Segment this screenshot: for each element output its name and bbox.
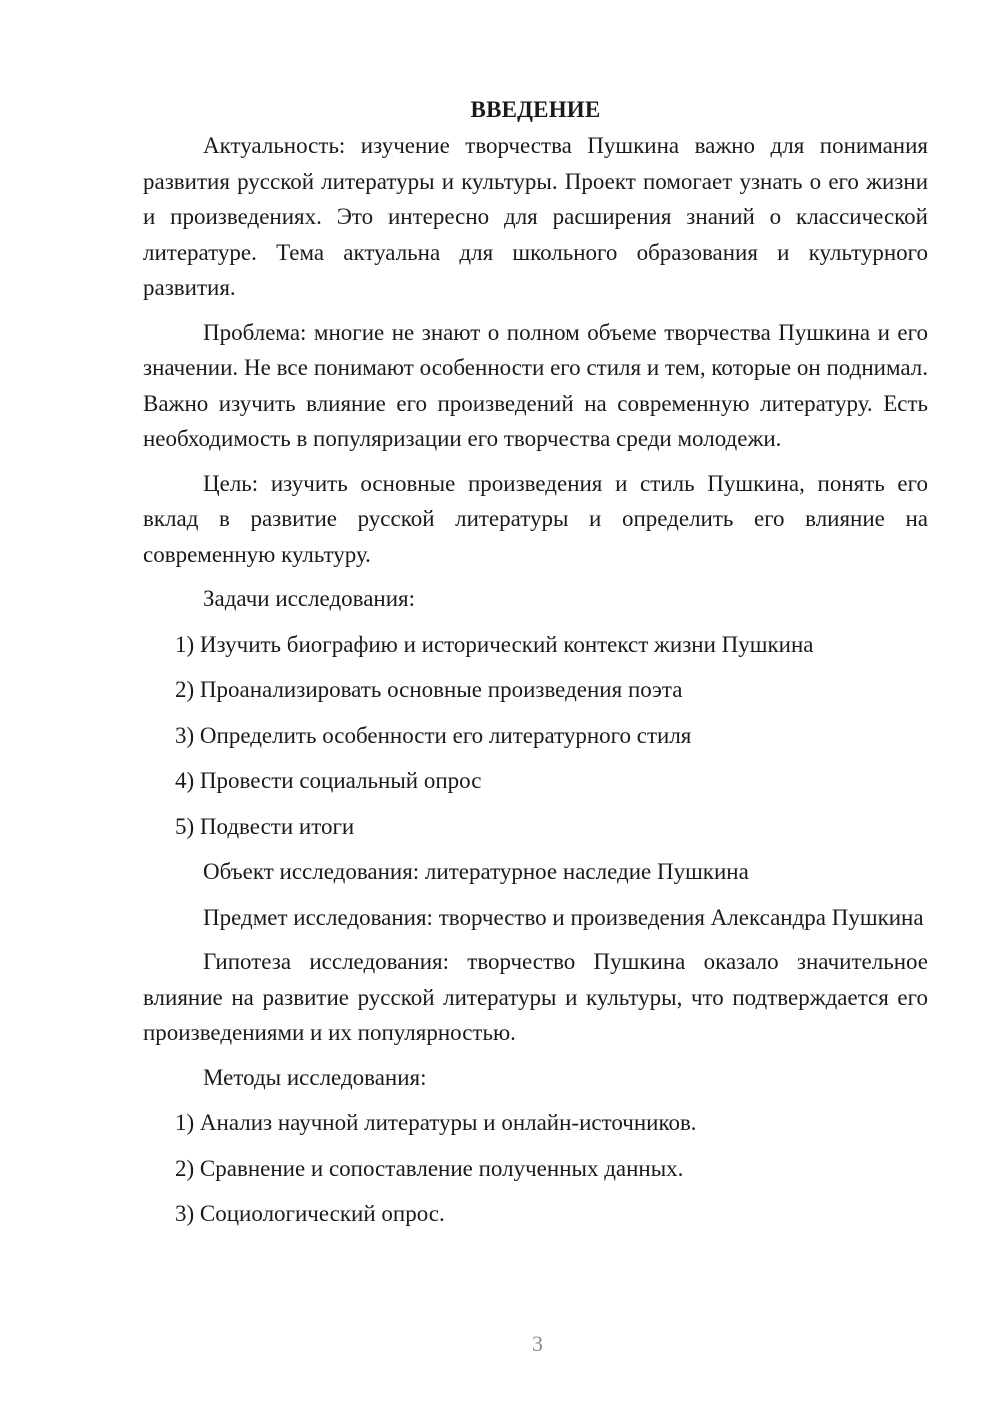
subject-paragraph: Предмет исследования: творчество и произведения Александра Пушкина [203, 904, 924, 930]
tasks-list [143, 627, 928, 845]
page-number: 3 [532, 1331, 543, 1356]
tasks-title: Задачи исследования: [203, 586, 416, 611]
method-item: 1) Анализ научной литературы и онлайн-источников. [175, 1110, 697, 1135]
methods-list [143, 1105, 928, 1232]
task-item: 3) Определить особенности его литературного стиля [175, 722, 692, 748]
page-content [143, 92, 928, 1242]
task-item: 1) Изучить биографию и исторический контекст жизни Пушкина [175, 631, 814, 657]
hypothesis-paragraph: Гипотеза исследования: творчество Пушкина оказало значительное влияние на развитие русской литературы и культуры, что подтверждается его произведениями и их популярностью. [143, 949, 928, 1045]
method-item: 2) Сравнение и сопоставление полученных данных. [175, 1155, 684, 1181]
task-item: 2) Проанализировать основные произведения поэта [175, 677, 683, 702]
section-heading: ВВЕДЕНИЕ [470, 97, 601, 122]
problem-paragraph: Проблема: многие не знают о полном объеме творчества Пушкина и его значении. Не все понимают особенности его стиля и тем, которые он поднимал. Важно изучить влияние его произведений на современную литературу. Есть необходимость в популяризации его творчества среди молодежи. [143, 319, 928, 451]
task-item: 5) Подвести итоги [175, 813, 355, 839]
method-item: 3) Социологический опрос. [175, 1201, 445, 1226]
task-item: 4) Провести социальный опрос [175, 768, 482, 793]
relevance-paragraph: Актуальность: изучение творчества Пушкина важно для понимания развития русской литературы и культуры. Проект помогает узнать о его жизни и произведениях. Это интересно для расширения знаний о классической литературе. Тема актуальна для школьного образования и культурного развития. [143, 133, 928, 300]
object-paragraph: Объект исследования: литературное наследие Пушкина [203, 859, 749, 884]
methods-title: Методы исследования: [203, 1064, 427, 1090]
goal-paragraph: Цель: изучить основные произведения и стиль Пушкина, понять его вклад в развитие русской литературы и определить его влияние на современную культуру. [143, 470, 928, 567]
